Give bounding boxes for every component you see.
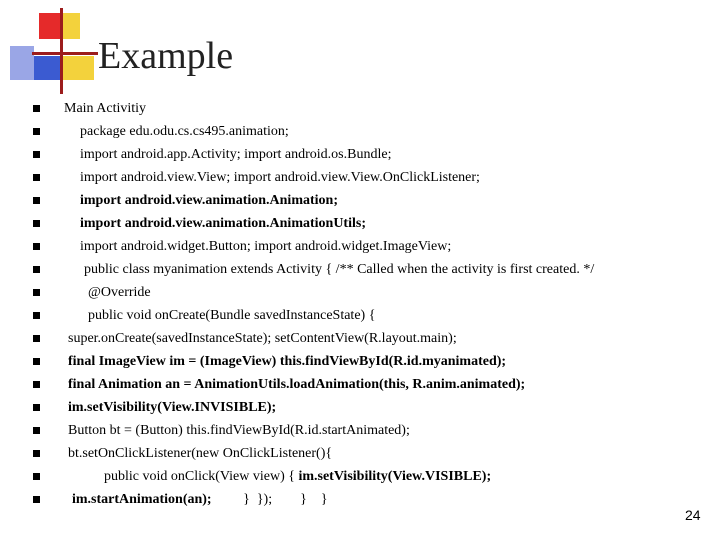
line-text: [72, 488, 328, 511]
bullet-line-8: [0, 258, 720, 281]
line-text: import android.widget.Button; import android.widget.ImageView;: [80, 239, 452, 254]
line-text: import android.view.View; import android.view.View.OnClickListener;: [80, 170, 480, 185]
slide-title: Example: [98, 35, 234, 77]
square-bullet-icon: [33, 151, 40, 158]
bullet-line-2: [0, 120, 720, 143]
square-bullet-icon: [33, 197, 40, 204]
line-text: final ImageView im = (ImageView) this.findViewById(R.id.myanimated);: [68, 354, 507, 369]
square-bullet-icon: [33, 496, 40, 503]
bullet-line-6: [0, 212, 720, 235]
square-bullet-icon: [33, 450, 40, 457]
square-bullet-icon: [33, 128, 40, 135]
line-segment: public void onClick(View view) {: [104, 469, 299, 484]
bullet-line-1: [0, 97, 720, 120]
line-text: final Animation an = AnimationUtils.loadAnimation(this, R.anim.animated);: [68, 377, 526, 392]
line-segment: } }); } }: [211, 492, 328, 507]
square-bullet-icon: [33, 312, 40, 319]
line-text: im.setVisibility(View.INVISIBLE);: [68, 400, 277, 415]
decorative-squares-logo: [0, 0, 100, 100]
line-text: [104, 465, 491, 488]
bullet-line-18: [0, 488, 720, 511]
bullet-line-12: [0, 350, 720, 373]
bullet-line-14: [0, 396, 720, 419]
square-bullet-icon: [33, 335, 40, 342]
square-bullet-icon: [33, 105, 40, 112]
line-segment-bold: im.setVisibility(View.VISIBLE);: [298, 469, 492, 484]
line-text: bt.setOnClickListener(new OnClickListener(){: [68, 446, 333, 461]
bullet-line-13: [0, 373, 720, 396]
line-text: public void onCreate(Bundle savedInstanceState) {: [88, 308, 376, 323]
page-number: 24: [685, 507, 701, 523]
square-bullet-icon: [33, 404, 40, 411]
square-bullet-icon: [33, 289, 40, 296]
bullet-line-16: [0, 442, 720, 465]
line-text: import android.view.animation.AnimationUtils;: [80, 216, 366, 231]
bullet-line-4: [0, 166, 720, 189]
bullet-line-11: [0, 327, 720, 350]
square-bullet-icon: [33, 220, 40, 227]
bullet-line-10: [0, 304, 720, 327]
line-text: import android.app.Activity; import android.os.Bundle;: [80, 147, 392, 162]
square-bullet-icon: [33, 358, 40, 365]
bullet-line-15: [0, 419, 720, 442]
bullet-line-3: [0, 143, 720, 166]
line-text: super.onCreate(savedInstanceState); setContentView(R.layout.main);: [68, 331, 457, 346]
bullet-line-9: [0, 281, 720, 304]
square-bullet-icon: [33, 266, 40, 273]
bullet-line-5: [0, 189, 720, 212]
square-bullet-icon: [33, 174, 40, 181]
square-bullet-icon: [33, 243, 40, 250]
line-text: Main Activitiy: [64, 101, 147, 116]
bullet-line-7: [0, 235, 720, 258]
line-text: package edu.odu.cs.cs495.animation;: [80, 124, 289, 139]
line-text: Button bt = (Button) this.findViewById(R.id.startAnimated);: [68, 423, 410, 438]
bullet-line-17: [0, 465, 720, 488]
square-bullet-icon: [33, 381, 40, 388]
square-bullet-icon: [33, 473, 40, 480]
square-bullet-icon: [33, 427, 40, 434]
line-segment-bold: im.startAnimation(an);: [72, 492, 212, 507]
line-text: public class myanimation extends Activity { /** Called when the activity is first created. */: [84, 262, 595, 277]
line-text: @Override: [88, 285, 151, 300]
code-bullet-list: [0, 97, 720, 511]
line-text: import android.view.animation.Animation;: [80, 193, 338, 208]
